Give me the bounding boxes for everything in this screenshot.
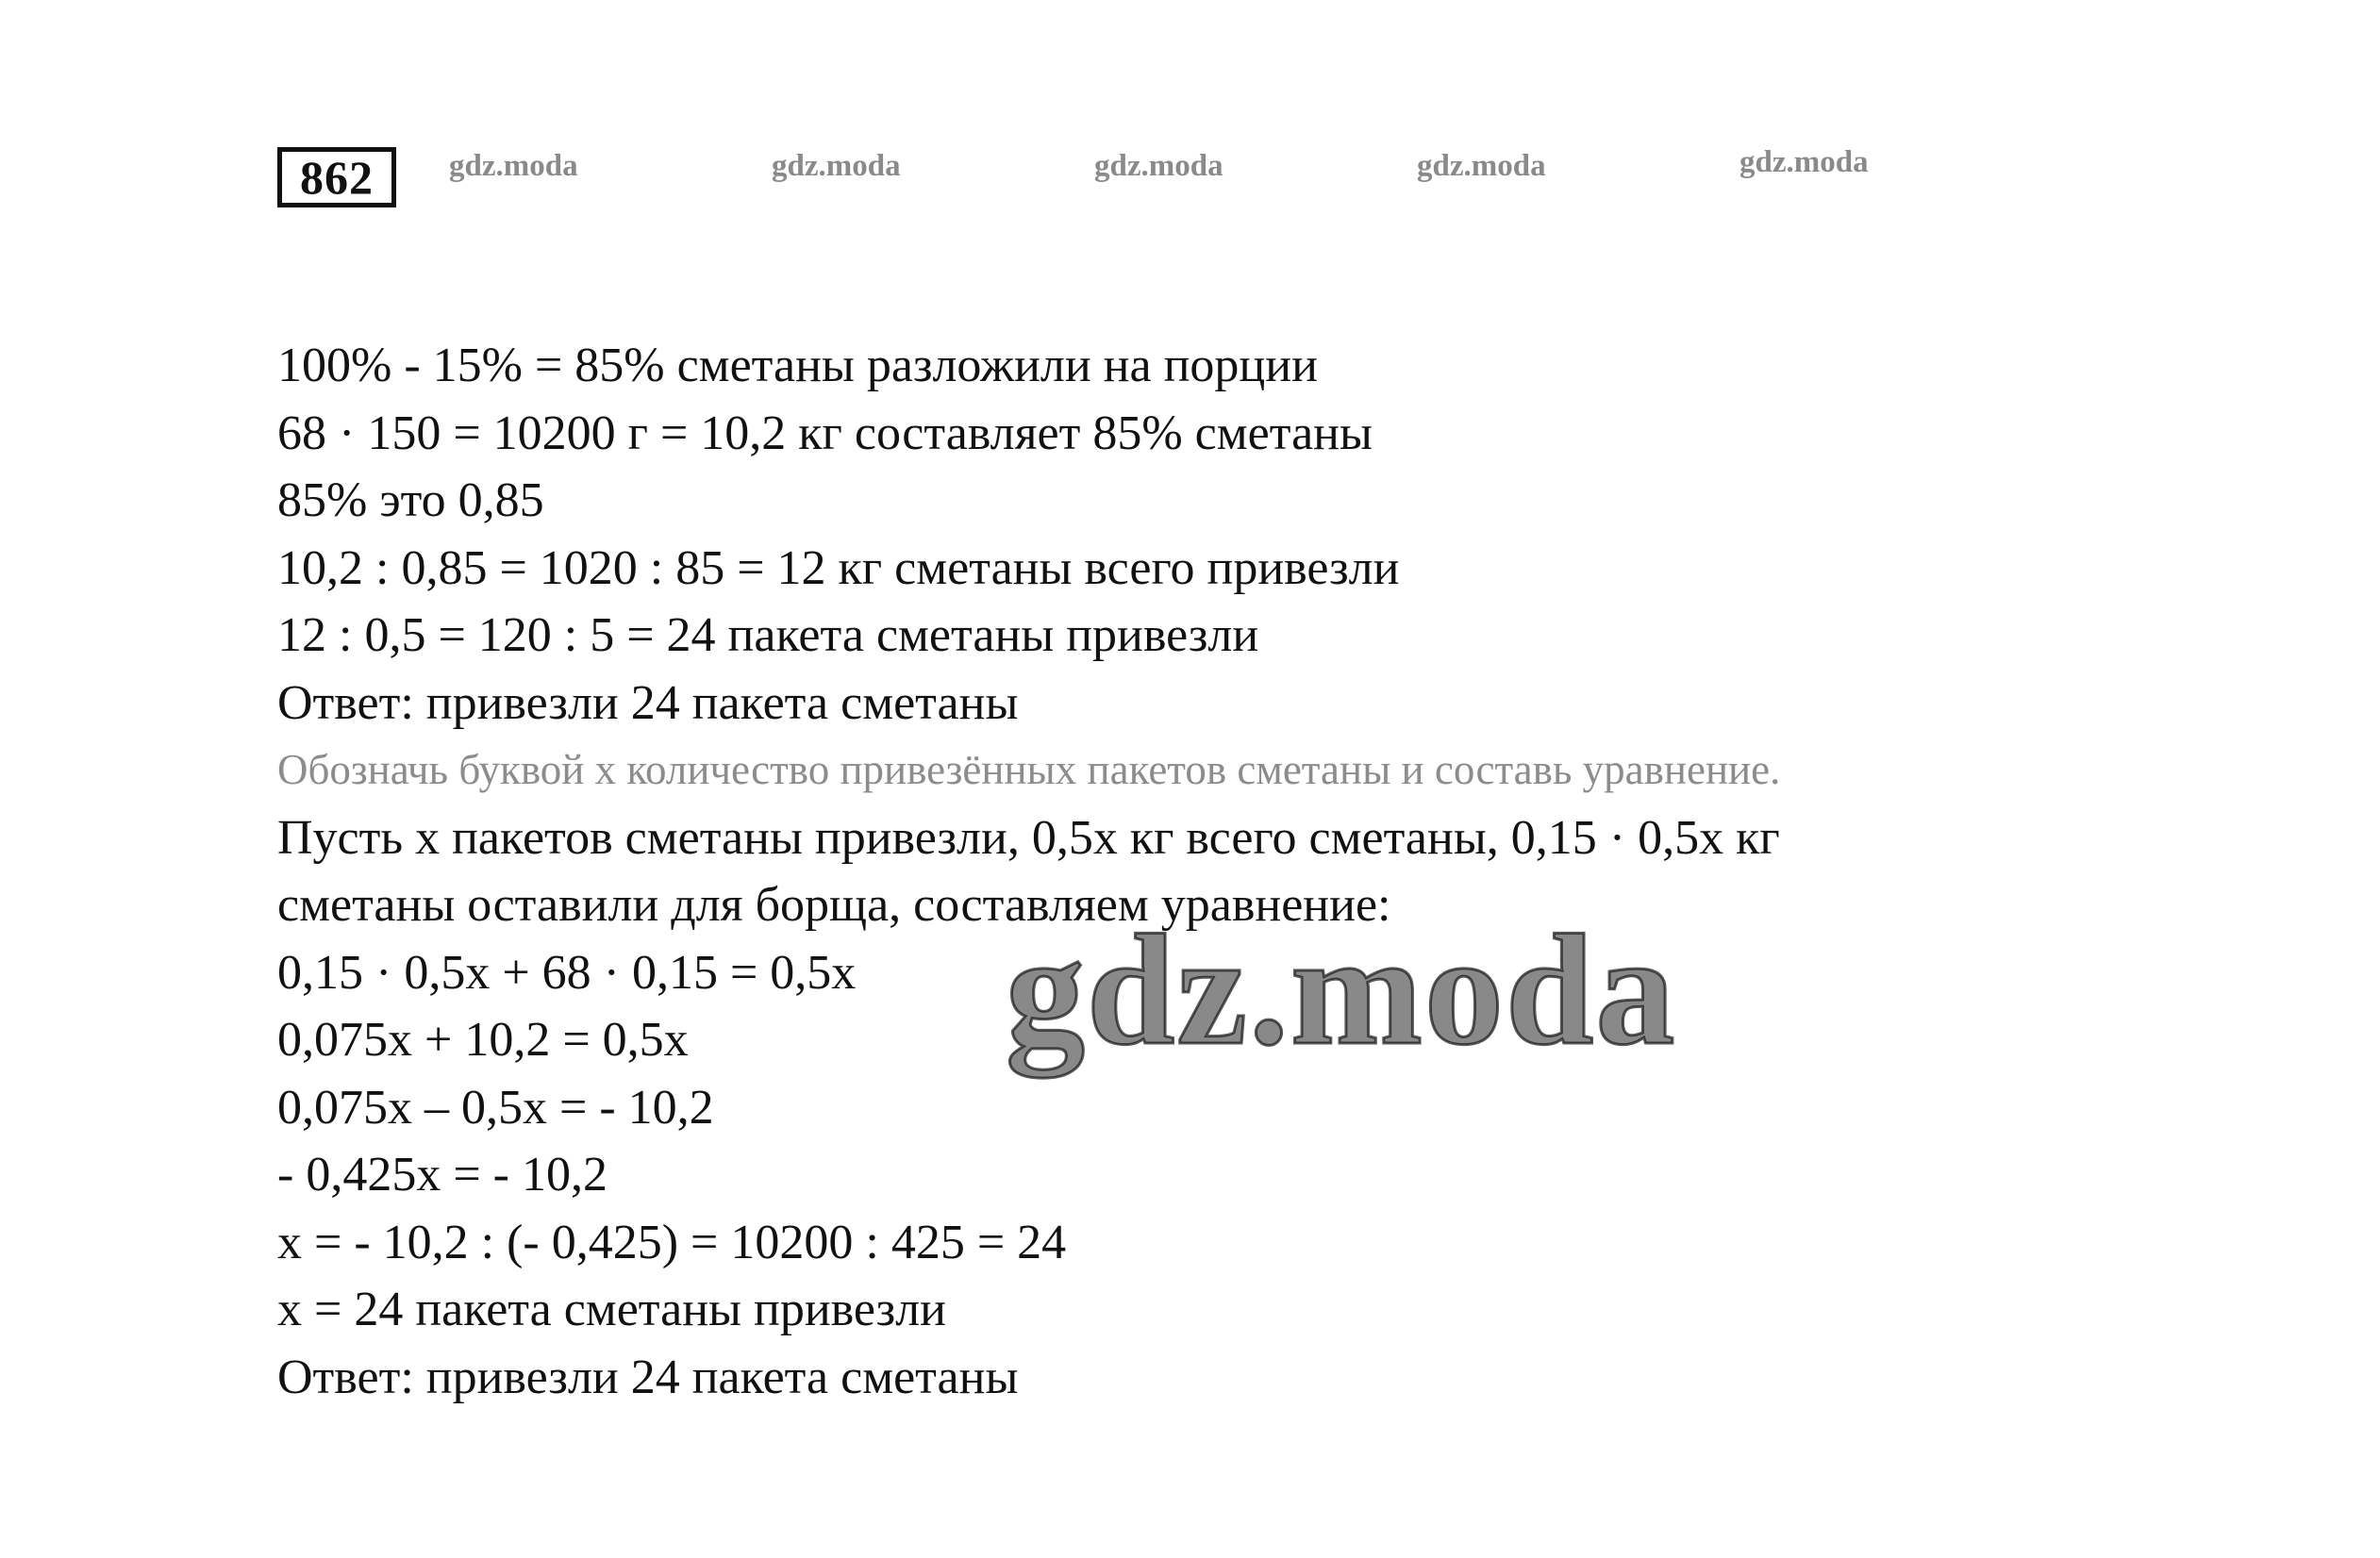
problem-number: 862 [277, 147, 396, 207]
answer-line: Ответ: привезли 24 пакета сметаны [277, 675, 1019, 730]
solution-line: 12 : 0,5 = 120 : 5 = 24 пакета сметаны привезли [277, 608, 1259, 662]
solution-line: 85% это 0,85 [277, 473, 544, 527]
equation-line: 0,15 · 0,5х + 68 · 0,15 = 0,5х [277, 945, 857, 1000]
watermark-small-2: gdz.moda [772, 149, 901, 183]
equation-line: х = 24 пакета сметаны привезли [277, 1283, 946, 1336]
equation-line: - 0,425х = - 10,2 [277, 1148, 607, 1202]
watermark-small-4: gdz.moda [1417, 149, 1546, 183]
watermark-big: gdz.moda [1006, 903, 1677, 1078]
solution-line: 100% - 15% = 85% сметаны разложили на порции [277, 339, 1318, 392]
equation-line: 0,075х – 0,5х = - 10,2 [277, 1080, 714, 1135]
solution-line: 10,2 : 0,85 = 1020 : 85 = 12 кг сметаны всего привезли [277, 540, 1400, 595]
task-hint: Обозначь буквой x количество привезённых пакетов сметаны и составь уравнение. [277, 746, 1781, 793]
watermark-small-5: gdz.moda [1739, 145, 1869, 179]
watermark-small-1: gdz.moda [449, 149, 578, 183]
equation-line: сметаны оставили для борща, составляем уравнение: [277, 878, 1391, 932]
watermark-small-3: gdz.moda [1094, 149, 1223, 183]
solution-text [277, 332, 2164, 1411]
equation-line: 0,075х + 10,2 = 0,5х [277, 1013, 689, 1067]
equation-line: Пусть х пакетов сметаны привезли, 0,5х кг всего сметаны, 0,15 · 0,5х кг [277, 810, 1780, 865]
equation-line: х = - 10,2 : (- 0,425) = 10200 : 425 = 24 [277, 1215, 1067, 1269]
answer-line: Ответ: привезли 24 пакета сметаны [277, 1350, 1019, 1404]
solution-line: 68 · 150 = 10200 г = 10,2 кг составляет 85% сметаны [277, 406, 1373, 460]
